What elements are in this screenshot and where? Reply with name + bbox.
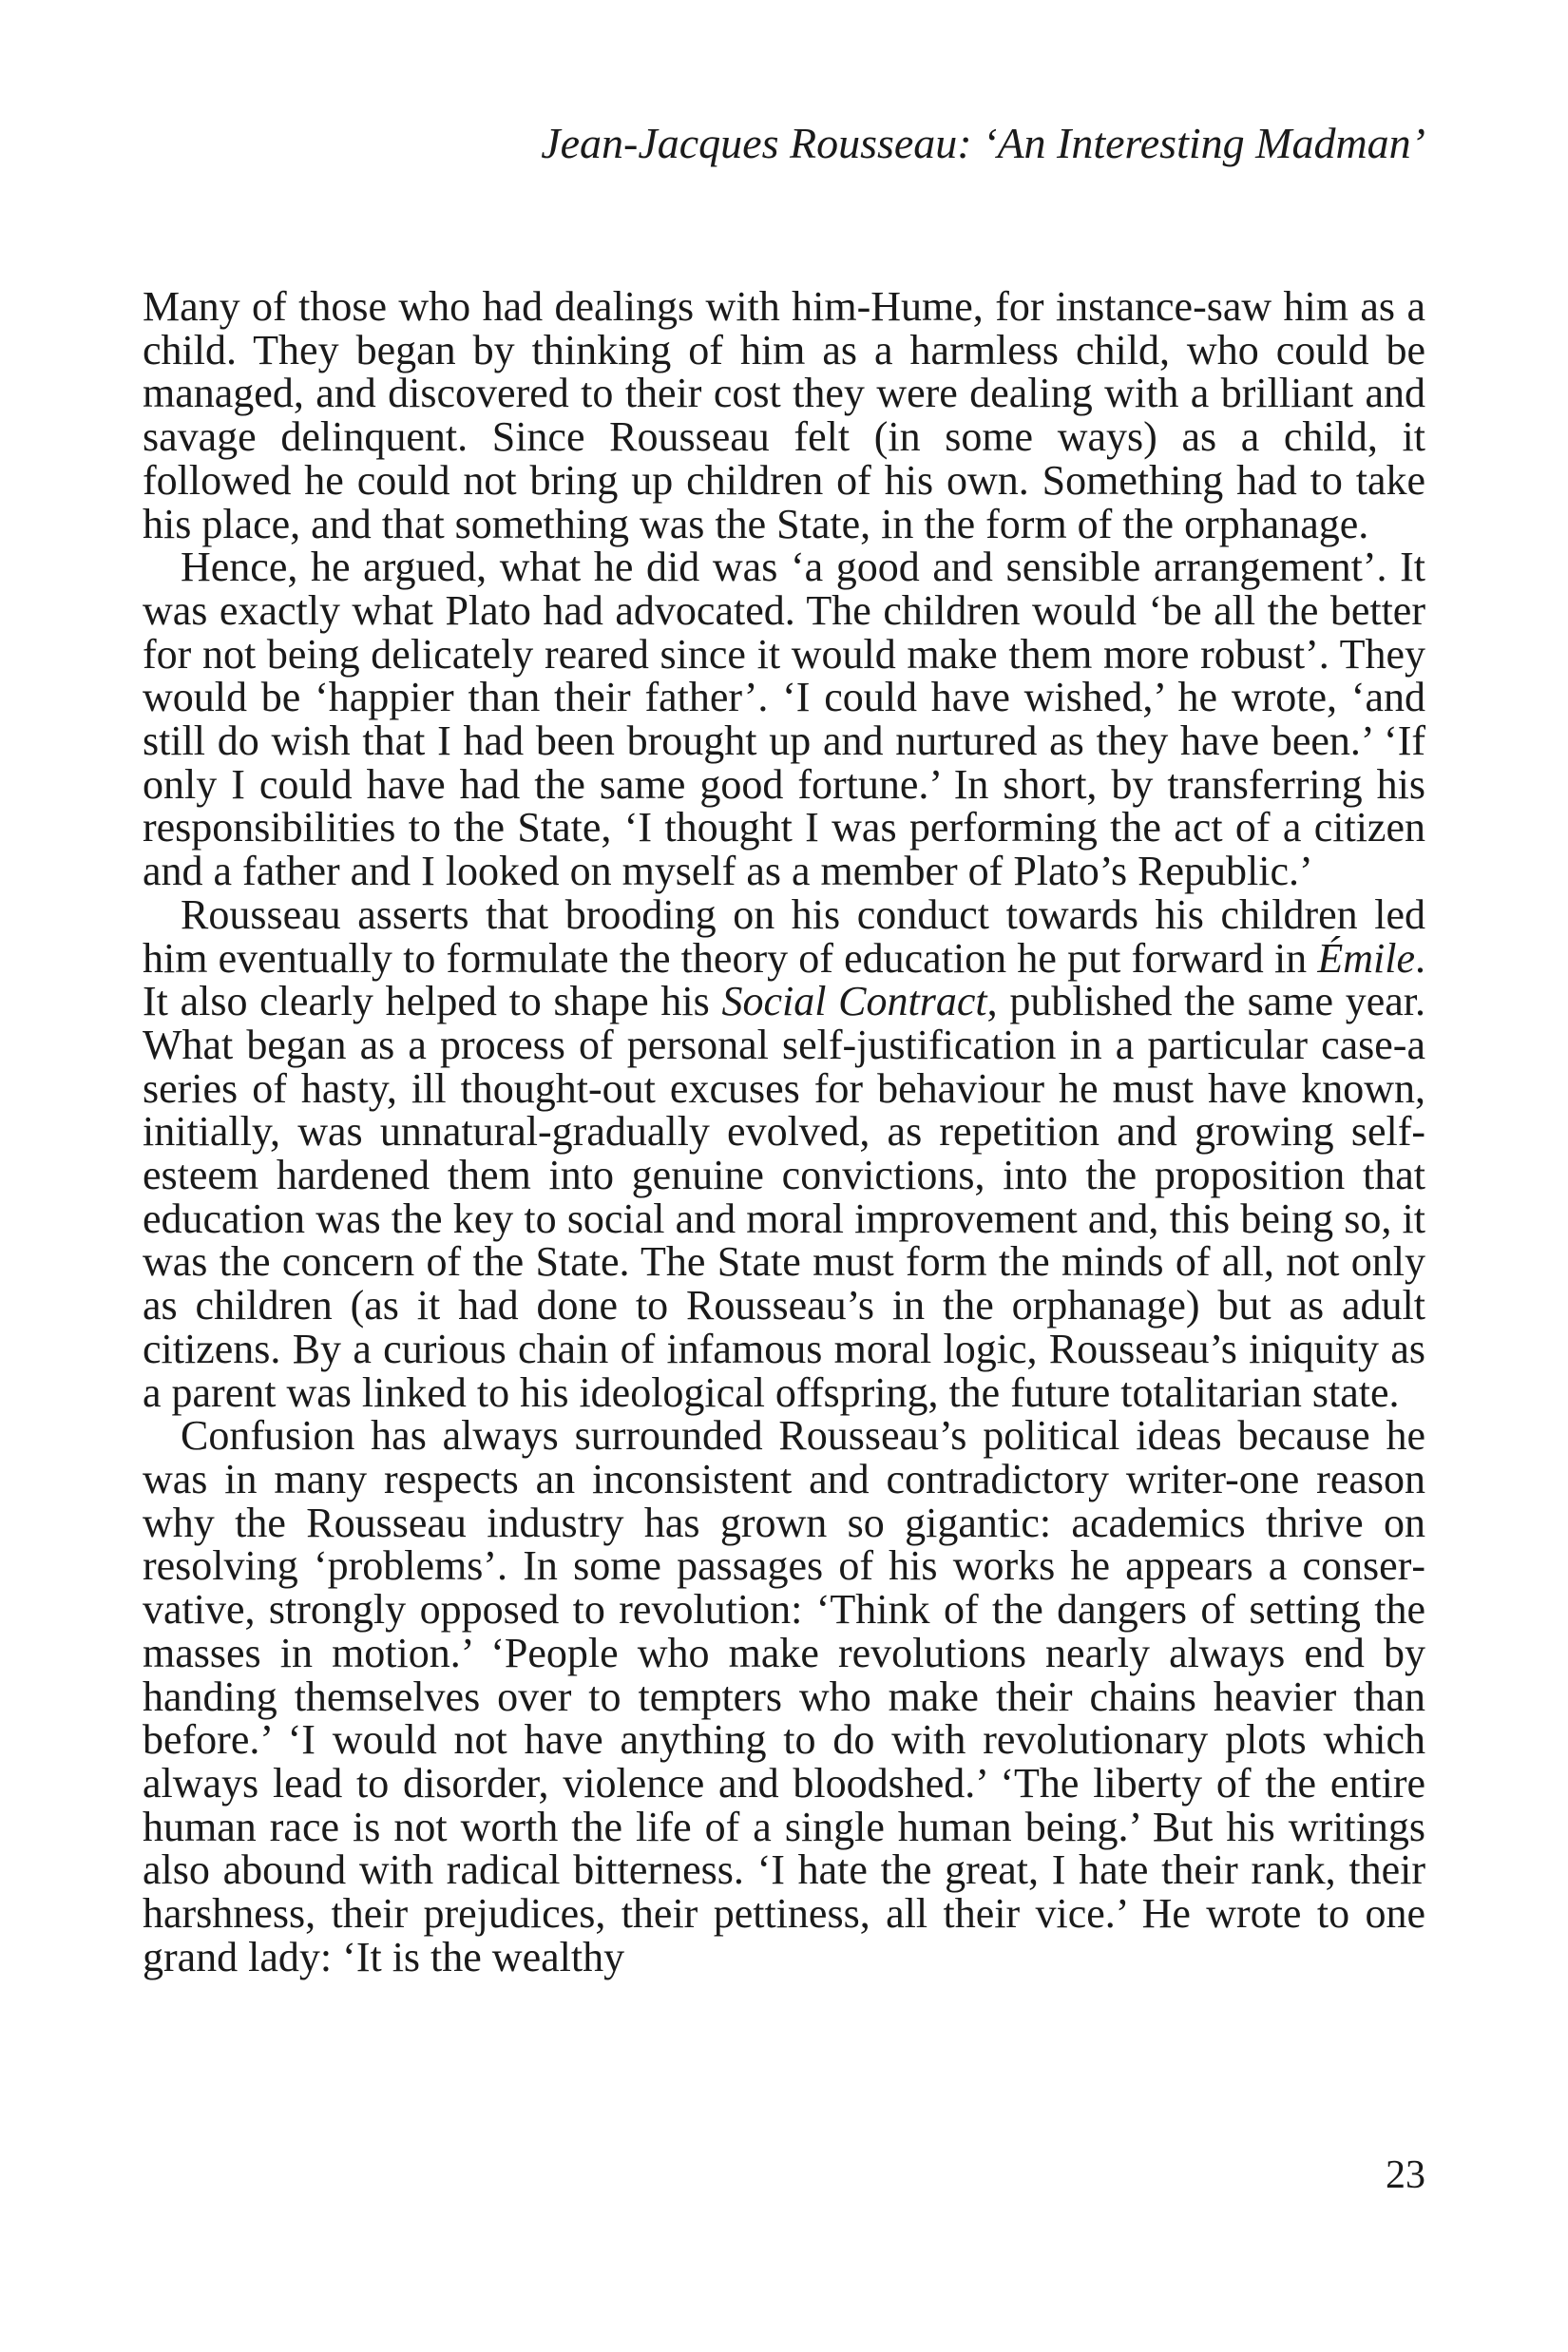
social-contract-title: Social Contract [721, 978, 987, 1025]
paragraph-3-part-b: . It also clearly helped to shape his [143, 934, 1425, 1025]
page-number: 23 [1386, 2153, 1425, 2197]
paragraph-3 [143, 890, 1425, 1416]
paragraph-3-part-a: Rousseau asserts that brooding on his conduct towards his children led him eventually to formulate the theory of education he put forward in [143, 890, 1425, 982]
body-text [143, 285, 1425, 1979]
paragraph-1: Many of those who had dealings with him-Hume, for instance-saw him as a child. They began by thinking of him as a harmless child, who could be managed, and discovered to their cost they were dealing with a brilliant and savage delinquent. Since Rousseau felt (in some ways) as a child, it followed he could not bring up children of his own. Something had to take his place, and that something was the State, in the form of the orphanage. [143, 283, 1425, 547]
paragraph-3-part-c: , published the same year. What began as a process of personal self-justification in a particular case-a series of hasty, ill thought-out excuses for behaviour he must have known, initially, was unnatural-gradually evolved, as repetition and growing self-esteem hardened them into genuine convictions, into the proposition that education was the key to social and moral improvement and, this being so, it was the concern of the State. The State must form the minds of all, not only as children (as it had done to Rousseau’s in the orphanage) but as adult citizens. By a curious chain of infamous moral logic, Rousseau’s iniquity as a parent was linked to his ideological offspring, the future totalitarian state. [143, 978, 1425, 1416]
emile-title: Émile [1317, 934, 1415, 982]
running-head: Jean-Jacques Rousseau: ‘An Interesting Madman’ [541, 119, 1425, 167]
paragraph-4: Confusion has always surrounded Rousseau’s political ideas because he was in many respects an inconsistent and contradictory writer-one reason why the Rousseau industry has grown so gigantic: academics thrive on resolving ‘problems’. In some passages of his works he appears a conservative, strongly opposed to revolution: ‘Think of the dangers of setting the masses in motion.’ ‘People who make revolutions nearly always end by handing themselves over to tempters who make their chains heavier than before.’ ‘I would not have anything to do with revolutionary plots which always lead to disorder, violence and bloodshed.’ ‘The liberty of the entire human race is not worth the life of a single human being.’ But his writings also abound with radical bitterness. ‘I hate the great, I hate their rank, their harshness, their prejudices, their pettiness, all their vice.’ He wrote to one grand lady: ‘It is the wealthy [143, 1412, 1425, 1980]
paragraph-2: Hence, he argued, what he did was ‘a good and sensible arrangement’. It was exactly what Plato had advocated. The children would ‘be all the better for not being delicately reared since it would make them more robust’. They would be ‘happier than their father’. ‘I could have wished,’ he wrote, ‘and still do wish that I had been brought up and nurtured as they have been.’ ‘If only I could have had the same good fortune.’ In short, by transferring his responsibilities to the State, ‘I thought I was performing the act of a citizen and a father and I looked on myself as a member of Plato’s Republic.’ [143, 544, 1425, 895]
